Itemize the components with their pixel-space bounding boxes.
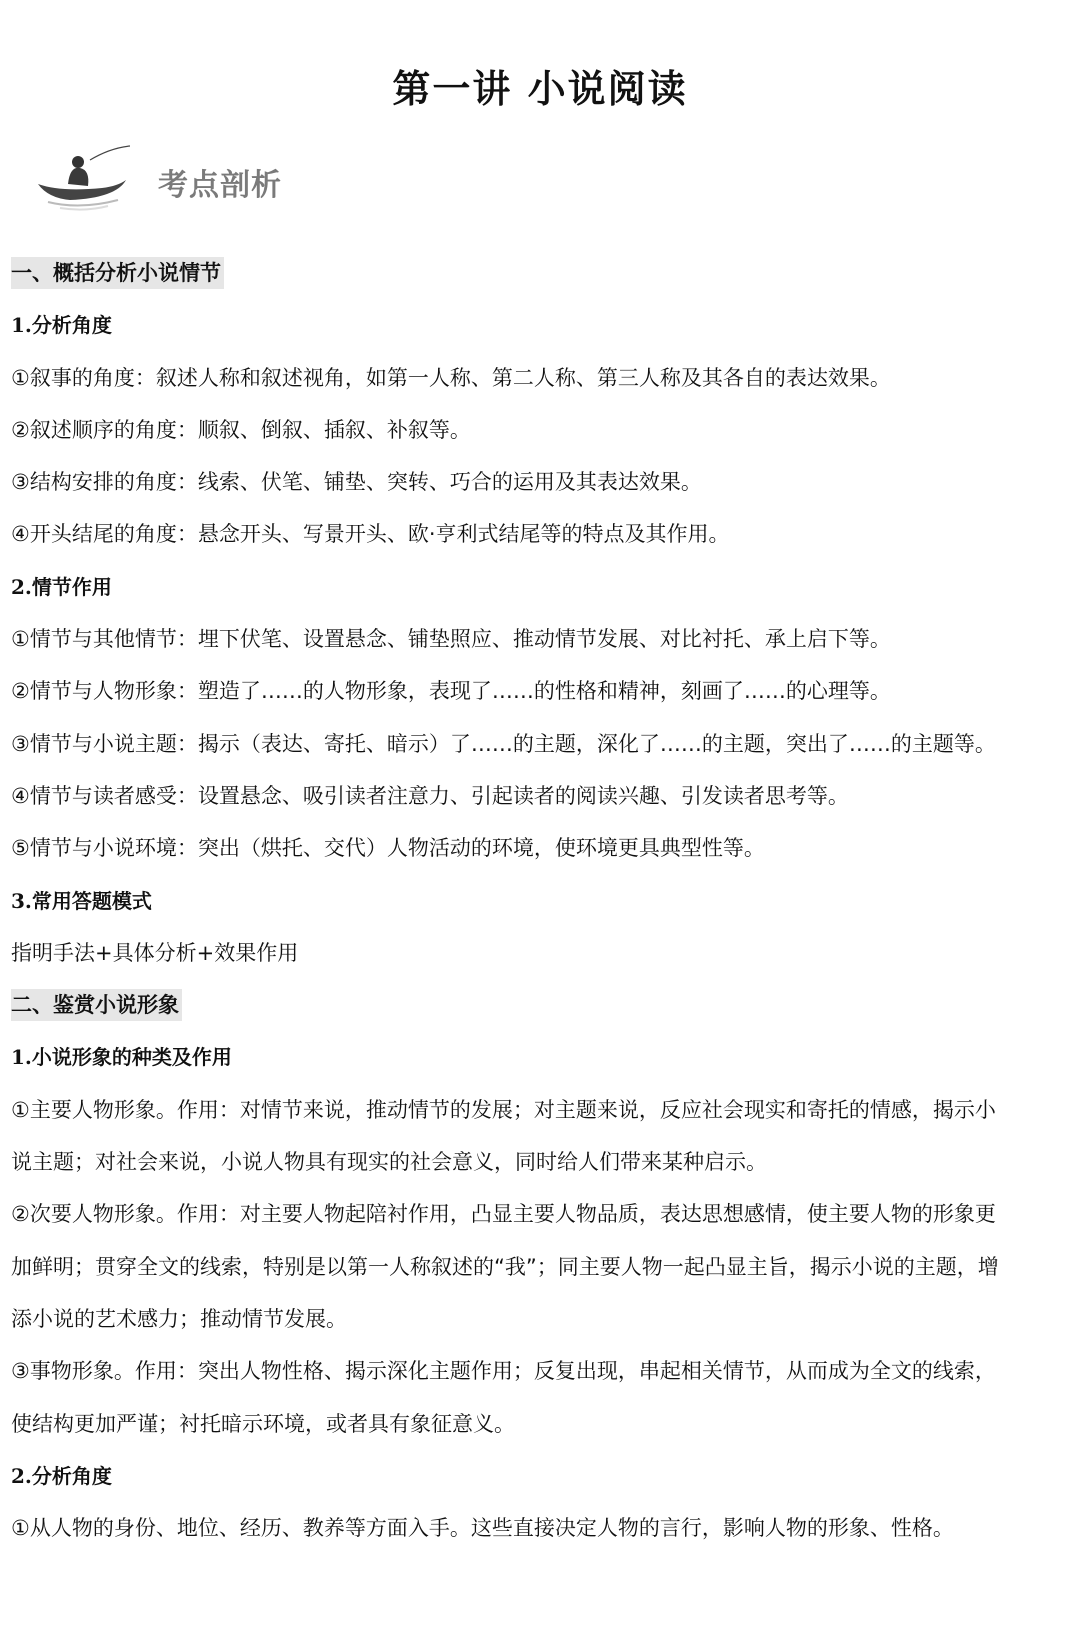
subheading: 1.小说形象的种类及作用 bbox=[11, 1045, 232, 1070]
fisherman-boat-icon bbox=[30, 140, 130, 215]
body-line: ①主要人物形象。作用：对情节来说，推动情节的发展；对主题来说，反应社会现实和寄托的情感，揭示小 bbox=[11, 1097, 996, 1122]
body-line: 使结构更加严谨；衬托暗示环境，或者具有象征意义。 bbox=[11, 1411, 515, 1436]
body-line: 加鲜明；贯穿全文的线索，特别是以第一人称叙述的“我”；同主要人物一起凸显主旨，揭示小说的主题，增 bbox=[11, 1254, 999, 1279]
subheading: 3.常用答题模式 bbox=[11, 888, 152, 913]
body-line: 说主题；对社会来说，小说人物具有现实的社会意义，同时给人们带来某种启示。 bbox=[11, 1150, 767, 1175]
section-subtitle: 考点剖析 bbox=[158, 168, 282, 203]
body-line: ②情节与人物形象：塑造了……的人物形象，表现了……的性格和精神，刻画了……的心理等。 bbox=[11, 679, 891, 704]
body-line: ①叙事的角度：叙述人称和叙述视角，如第一人称、第二人称、第三人称及其各自的表达效果。 bbox=[11, 365, 891, 390]
section-heading-1: 一、概括分析小说情节 bbox=[11, 247, 1073, 299]
body-line: ②次要人物形象。作用：对主要人物起陪衬作用，凸显主要人物品质，表达思想感情，使主要人物的形象更 bbox=[11, 1202, 996, 1227]
body-line: ④开头结尾的角度：悬念开头、写景开头、欧·亨利式结尾等的特点及其作用。 bbox=[11, 522, 730, 547]
section-heading-2: 二、鉴赏小说形象 bbox=[11, 979, 1073, 1031]
page-title: 第一讲 小说阅读 bbox=[392, 67, 688, 111]
body-line: ③事物形象。作用：突出人物性格、揭示深化主题作用；反复出现，串起相关情节，从而成为全文的线索， bbox=[11, 1359, 996, 1384]
body-line: ②叙述顺序的角度：顺叙、倒叙、插叙、补叙等。 bbox=[11, 417, 471, 442]
body-line: ⑤情节与小说环境：突出（烘托、交代）人物活动的环境，使环境更具典型性等。 bbox=[11, 836, 765, 861]
body-line: 指明手法+具体分析+效果作用 bbox=[11, 940, 299, 965]
body-line: ①情节与其他情节：埋下伏笔、设置悬念、铺垫照应、推动情节发展、对比衬托、承上启下等。 bbox=[11, 627, 891, 652]
body-line: 添小说的艺术感力；推动情节发展。 bbox=[11, 1306, 347, 1331]
subheading: 2.分析角度 bbox=[11, 1463, 112, 1488]
subheading: 1.分析角度 bbox=[11, 313, 112, 338]
subheading: 2.情节作用 bbox=[11, 574, 112, 599]
body-line: ④情节与读者感受：设置悬念、吸引读者注意力、引起读者的阅读兴趣、引发读者思考等。 bbox=[11, 783, 849, 808]
body-line: ③情节与小说主题：揭示（表达、寄托、暗示）了……的主题，深化了……的主题，突出了……的主题等。 bbox=[11, 731, 996, 756]
document-body bbox=[11, 247, 1073, 1554]
body-line: ③结构安排的角度：线索、伏笔、铺垫、突转、巧合的运用及其表达效果。 bbox=[11, 470, 702, 495]
body-line: ①从人物的身份、地位、经历、教养等方面入手。这些直接决定人物的言行，影响人物的形象、性格。 bbox=[11, 1516, 954, 1541]
